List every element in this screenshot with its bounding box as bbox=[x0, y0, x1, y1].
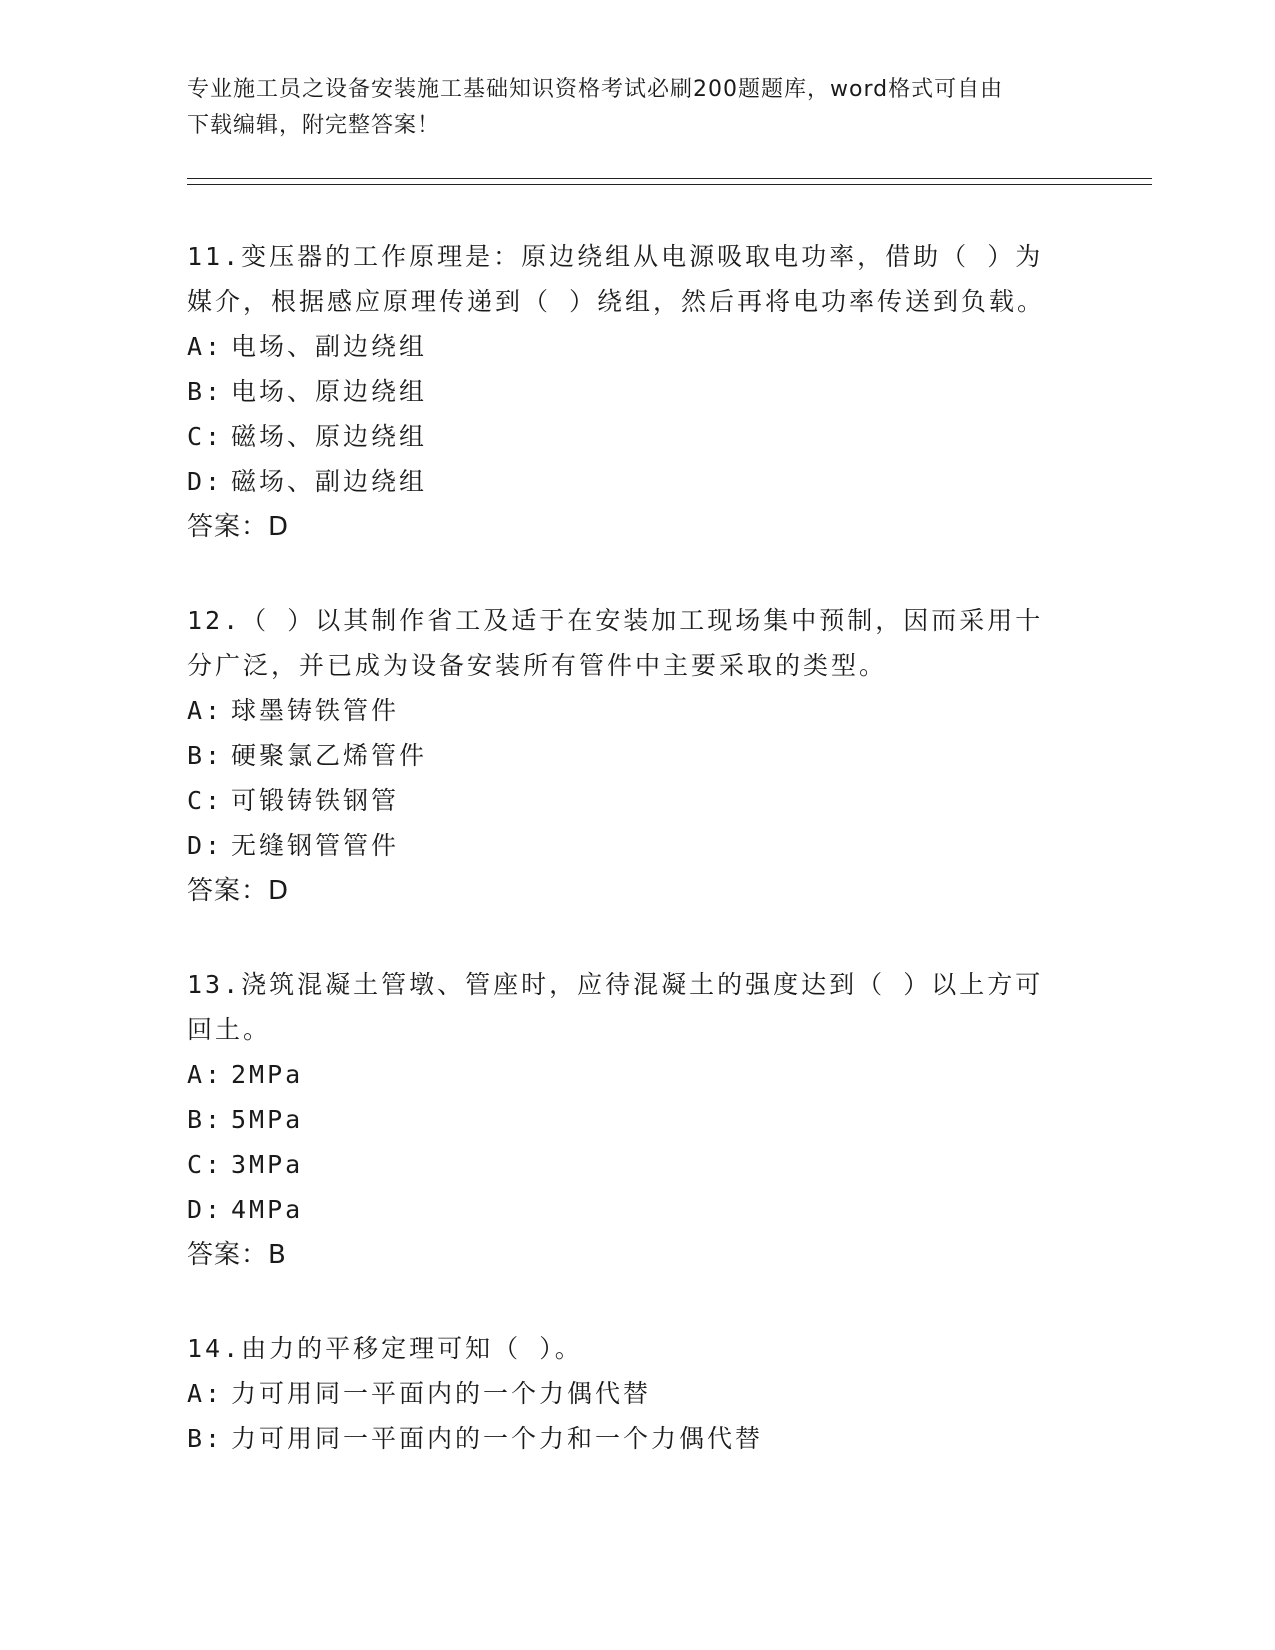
answer: 答案：D bbox=[187, 876, 290, 906]
option-text: 硬聚氯乙烯管件 bbox=[231, 741, 428, 770]
option-d bbox=[187, 459, 1087, 504]
option-text: 电场、原边绕组 bbox=[231, 377, 428, 406]
question-stem-line: 14.由力的平移定理可知（ ）。 bbox=[187, 1334, 583, 1363]
question-11 bbox=[187, 234, 1087, 550]
option-a bbox=[187, 688, 1087, 733]
option-text: 2MPa bbox=[231, 1060, 304, 1089]
question-stem bbox=[187, 598, 1087, 688]
header-divider-bottom bbox=[187, 184, 1152, 185]
option-a bbox=[187, 1052, 1087, 1097]
option-text: 球墨铸铁管件 bbox=[231, 696, 400, 725]
option-letter: B: bbox=[187, 377, 224, 406]
option-letter: B: bbox=[187, 1424, 224, 1453]
option-text: 无缝钢管管件 bbox=[231, 831, 400, 860]
question-stem bbox=[187, 1326, 1087, 1371]
option-c bbox=[187, 414, 1087, 459]
question-stem-line: 媒介，根据感应原理传递到（ ）绕组，然后再将电功率传送到负载。 bbox=[187, 287, 1046, 316]
option-letter: A: bbox=[187, 1379, 224, 1408]
question-stem-line: 12.（ ）以其制作省工及适于在安装加工现场集中预制，因而采用十 bbox=[187, 606, 1044, 635]
option-b bbox=[187, 1097, 1087, 1142]
option-letter: C: bbox=[187, 422, 224, 451]
header-line-1: 专业施工员之设备安装施工基础知识资格考试必刷200题题库，word格式可自由 bbox=[187, 77, 1004, 102]
option-b bbox=[187, 369, 1087, 414]
header-line-2: 下载编辑，附完整答案！ bbox=[187, 113, 441, 138]
option-letter: C: bbox=[187, 786, 224, 815]
question-14 bbox=[187, 1326, 1087, 1461]
option-text: 力可用同一平面内的一个力和一个力偶代替 bbox=[231, 1424, 764, 1453]
document-header bbox=[187, 72, 1067, 144]
option-letter: C: bbox=[187, 1150, 224, 1179]
option-c bbox=[187, 778, 1087, 823]
question-stem bbox=[187, 962, 1087, 1052]
question-stem-line: 11.变压器的工作原理是：原边绕组从电源吸取电功率，借助（ ）为 bbox=[187, 242, 1044, 271]
option-letter: A: bbox=[187, 1060, 224, 1089]
option-c bbox=[187, 1142, 1087, 1187]
question-stem bbox=[187, 234, 1087, 324]
option-letter: B: bbox=[187, 1105, 224, 1134]
option-b bbox=[187, 733, 1087, 778]
question-stem-line: 13.浇筑混凝土管墩、管座时，应待混凝土的强度达到（ ）以上方可 bbox=[187, 970, 1044, 999]
header-divider-top bbox=[187, 178, 1152, 179]
question-stem-line: 回土。 bbox=[187, 1015, 272, 1044]
question-12 bbox=[187, 598, 1087, 914]
question-stem-line: 分广泛，并已成为设备安装所有管件中主要采取的类型。 bbox=[187, 651, 888, 680]
option-d bbox=[187, 823, 1087, 868]
option-text: 3MPa bbox=[231, 1150, 304, 1179]
option-letter: A: bbox=[187, 332, 224, 361]
option-letter: D: bbox=[187, 1195, 224, 1224]
option-text: 力可用同一平面内的一个力偶代替 bbox=[231, 1379, 652, 1408]
answer: 答案：D bbox=[187, 512, 290, 542]
option-b bbox=[187, 1416, 1087, 1461]
option-a bbox=[187, 1371, 1087, 1416]
question-13 bbox=[187, 962, 1087, 1278]
option-letter: B: bbox=[187, 741, 224, 770]
option-text: 4MPa bbox=[231, 1195, 304, 1224]
option-a bbox=[187, 324, 1087, 369]
option-text: 磁场、原边绕组 bbox=[231, 422, 428, 451]
option-text: 5MPa bbox=[231, 1105, 304, 1134]
option-letter: D: bbox=[187, 467, 224, 496]
option-d bbox=[187, 1187, 1087, 1232]
option-text: 电场、副边绕组 bbox=[231, 332, 428, 361]
answer: 答案：B bbox=[187, 1240, 287, 1270]
option-letter: D: bbox=[187, 831, 224, 860]
option-text: 磁场、副边绕组 bbox=[231, 467, 428, 496]
option-text: 可锻铸铁钢管 bbox=[231, 786, 400, 815]
option-letter: A: bbox=[187, 696, 224, 725]
